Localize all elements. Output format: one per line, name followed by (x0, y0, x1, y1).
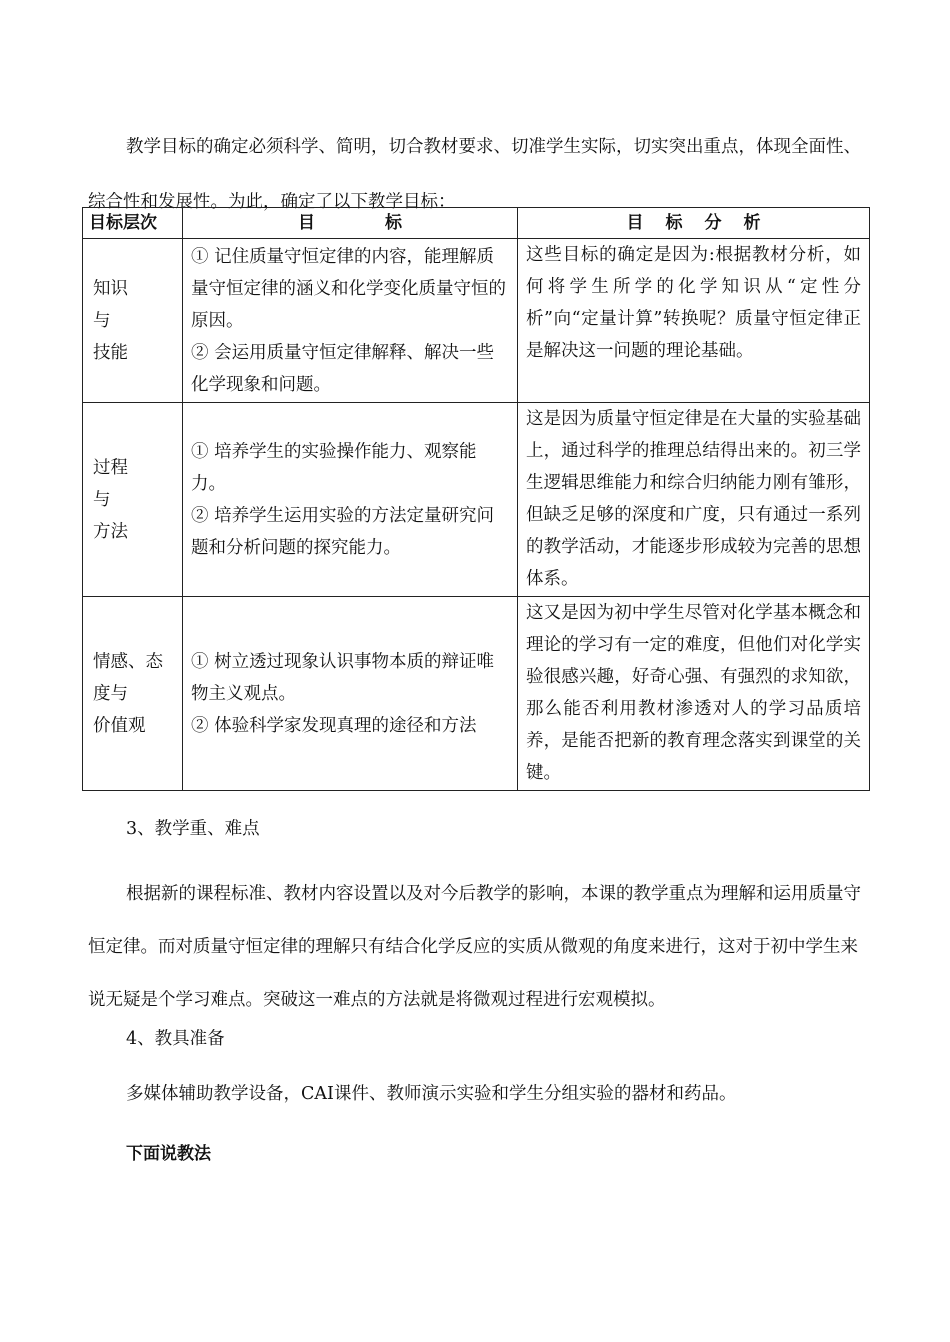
goal-item: ① 树立透过现象认识事物本质的辩证唯物主义观点。 (191, 651, 495, 704)
header-goal (183, 208, 518, 239)
goal-cell (183, 597, 518, 791)
table-row (83, 239, 870, 403)
section-3-paragraph: 根据新的课程标准、教材内容设置以及对今后教学的影响，本课的教学重点为理解和运用质量守恒定律。而对质量守恒定律的理解只有结合化学反应的实质从微观的角度来进行，这对于初中学生来说无疑是个学习难点。突破这一难点的方法就是将微观过程进行宏观模拟。 (88, 884, 861, 1010)
level-cell (83, 597, 183, 791)
goal-item: ① 记住质量守恒定律的内容，能理解质量守恒定律的涵义和化学变化质量守恒的原因。 (191, 246, 506, 331)
header-goal-char-2: 标 (385, 213, 402, 233)
analysis-text: 这些目标的确定是因为:根据教材分析，如何将学生所学的化学知识从“定性分析”向“定量计算”转换呢？质量守恒定律正是解决这一问题的理论基础。 (526, 245, 861, 361)
level-cell (83, 239, 183, 403)
analysis-text: 这是因为质量守恒定律是在大量的实验基础上，通过科学的推理总结得出来的。初三学生逻辑思维能力和综合归纳能力刚有雏形，但缺乏足够的深度和广度，只有通过一系列的教学活动，才能逐步形成较为完善的思想体系。 (526, 409, 861, 589)
intro-paragraph: 教学目标的确定必须科学、简明，切合教材要求、切准学生实际，切实突出重点，体现全面性、综合性和发展性。为此，确定了以下教学目标： (88, 137, 861, 212)
analysis-cell (518, 597, 870, 791)
goal-item: ② 会运用质量守恒定律解释、解决一些化学现象和问题。 (191, 342, 495, 395)
header-analysis-char-1: 目 (626, 213, 644, 233)
table-header-row (83, 208, 870, 239)
section-3-heading: 3、教学重、难点 (126, 819, 260, 839)
header-analysis-char-3: 分 (704, 213, 722, 233)
goal-cell (183, 239, 518, 403)
level-line: 度与 (93, 683, 128, 704)
header-goal-char-1: 目 (298, 213, 315, 233)
closing-heading: 下面说教法 (126, 1144, 211, 1164)
level-line: 与 (93, 310, 111, 331)
level-cell (83, 403, 183, 597)
goal-cell (183, 403, 518, 597)
analysis-cell (518, 403, 870, 597)
level-line: 价值观 (93, 715, 146, 736)
header-analysis-char-2: 标 (665, 213, 683, 233)
level-line: 情感、态 (93, 651, 163, 672)
level-line: 过程 (93, 457, 128, 478)
goal-item: ② 培养学生运用实验的方法定量研究问题和分析问题的探究能力。 (191, 505, 495, 558)
level-line: 知识 (93, 278, 128, 299)
teaching-goals-table (82, 207, 870, 791)
analysis-text: 这又是因为初中学生尽管对化学基本概念和理论的学习有一定的难度，但他们对化学实验很感兴趣，好奇心强、有强烈的求知欲，那么能否利用教材渗透对人的学习品质培养，是能否把新的教育理念落实到课堂的关键。 (526, 603, 861, 783)
level-line: 技能 (93, 342, 128, 363)
table-row (83, 403, 870, 597)
goal-item: ② 体验科学家发现真理的途径和方法 (191, 715, 477, 736)
header-analysis (518, 208, 870, 239)
header-level: 目标层次 (83, 208, 183, 239)
analysis-cell (518, 239, 870, 403)
header-analysis-char-4: 析 (743, 213, 761, 233)
section-4-paragraph: 多媒体辅助教学设备，CAI课件、教师演示实验和学生分组实验的器材和药品。 (126, 1084, 737, 1104)
level-line: 与 (93, 489, 111, 510)
goal-item: ① 培养学生的实验操作能力、观察能力。 (191, 441, 477, 494)
level-line: 方法 (93, 521, 128, 542)
table-row (83, 597, 870, 791)
section-4-heading: 4、教具准备 (126, 1029, 225, 1049)
